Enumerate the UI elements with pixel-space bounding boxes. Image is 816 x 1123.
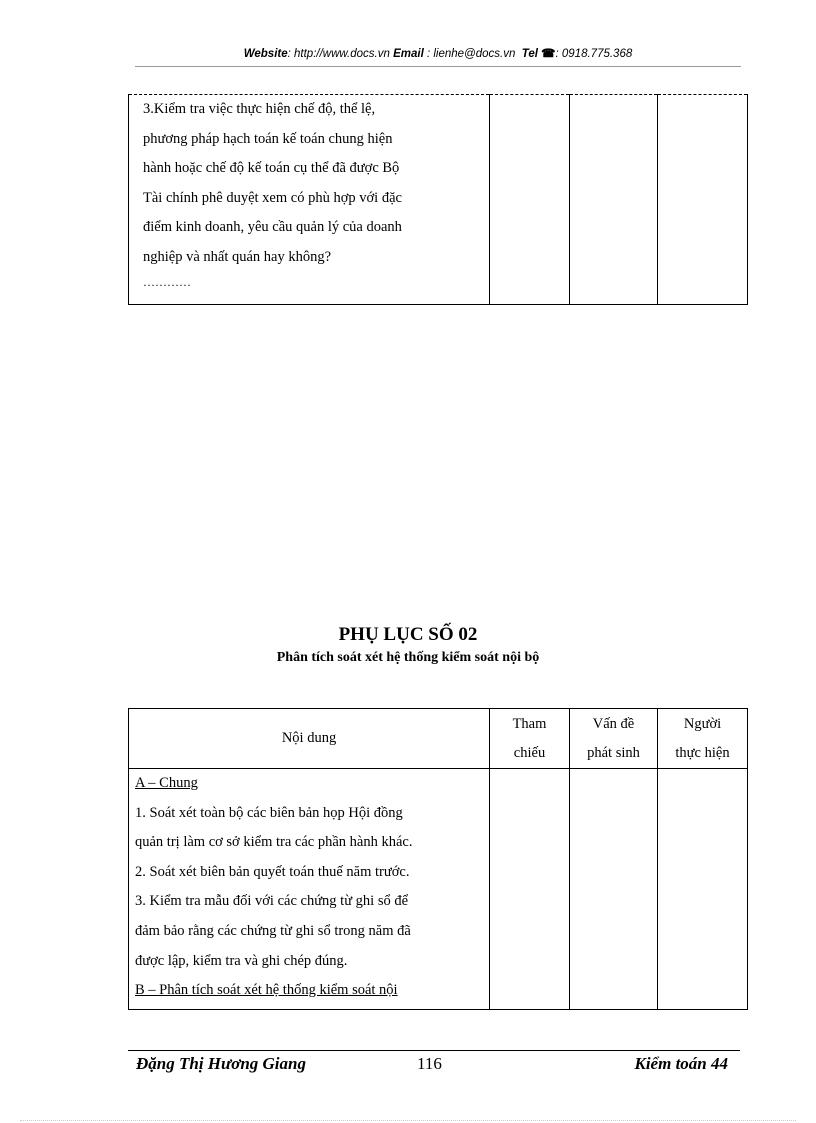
footer-rule xyxy=(128,1050,740,1051)
reference-cell xyxy=(490,769,570,1010)
page-header xyxy=(135,46,741,60)
appendix-subtitle: Phân tích soát xét hệ thống kiểm soát nội bộ xyxy=(276,650,540,665)
text-line: điểm kinh doanh, yêu cầu quản lý của doanh xyxy=(143,219,402,236)
content-text xyxy=(129,769,489,1006)
header-noidung: Nội dung xyxy=(129,709,490,769)
header-performer xyxy=(658,709,748,769)
page-number: 116 xyxy=(417,1054,442,1073)
header-reference-line1: Tham xyxy=(512,715,547,732)
website-value: : http://www.docs.vn xyxy=(287,48,390,60)
content-cell xyxy=(129,769,490,1010)
section-b-heading: B – Phân tích soát xét hệ thống kiểm soát nội xyxy=(135,982,398,999)
header-issue-line1: Vấn đề xyxy=(592,715,635,732)
header-performer-line2: thực hiện xyxy=(675,744,730,761)
tel-value: : 0918.775.368 xyxy=(555,48,633,60)
text-line: 1. Soát xét toàn bộ các biên bản họp Hội đồng xyxy=(135,804,403,821)
header-performer-line1: Người xyxy=(683,715,722,732)
appendix-title: PHỤ LỤC SỐ 02 xyxy=(338,624,478,645)
text-line: nghiệp và nhất quán hay không? xyxy=(143,248,332,265)
text-line: phương pháp hạch toán kế toán chung hiện xyxy=(143,130,393,147)
footer-class: Kiểm toán 44 xyxy=(634,1054,728,1073)
text-line: 3.Kiểm tra việc thực hiện chế độ, thể lệ, xyxy=(143,101,376,117)
issue-cell xyxy=(570,95,658,305)
section-a-heading: A – Chung xyxy=(135,775,198,791)
ellipsis-dots: ………… xyxy=(143,274,191,289)
header-rule xyxy=(135,66,741,67)
continued-content-cell xyxy=(129,95,490,305)
email-label: Email xyxy=(393,48,424,60)
header-reference-line2: chiếu xyxy=(513,744,546,761)
appendix-table xyxy=(128,708,748,1010)
reference-cell xyxy=(490,95,570,305)
header-issue xyxy=(570,709,658,769)
continued-text xyxy=(129,95,489,273)
text-line: 3. Kiểm tra mẫu đối với các chứng từ ghi sổ để xyxy=(135,893,409,910)
tel-label: Tel xyxy=(521,48,538,60)
website-label: Website xyxy=(243,48,288,60)
issue-cell xyxy=(570,769,658,1010)
performer-cell xyxy=(658,95,748,305)
header-reference xyxy=(490,709,570,769)
phone-icon: ☎ xyxy=(541,48,556,60)
text-line: hành hoặc chế độ kế toán cụ thể đã được Bộ xyxy=(143,160,400,177)
email-value: : lienhe@docs.vn xyxy=(423,48,516,60)
performer-cell xyxy=(658,769,748,1010)
text-line: Tài chính phê duyệt xem có phù hợp với đặc xyxy=(143,189,402,206)
page-bottom-rule xyxy=(20,1120,796,1121)
text-line: đảm bảo rằng các chứng từ ghi sổ trong năm đã xyxy=(135,922,411,939)
text-line: 2. Soát xét biên bản quyết toán thuế năm trước. xyxy=(135,863,410,880)
text-line: quản trị làm cơ sở kiểm tra các phần hành khác. xyxy=(135,834,413,851)
text-line: được lập, kiểm tra và ghi chép đúng. xyxy=(135,952,348,969)
continued-table xyxy=(128,94,748,305)
footer-author: Đặng Thị Hương Giang xyxy=(136,1054,306,1073)
header-issue-line2: phát sinh xyxy=(587,744,640,761)
